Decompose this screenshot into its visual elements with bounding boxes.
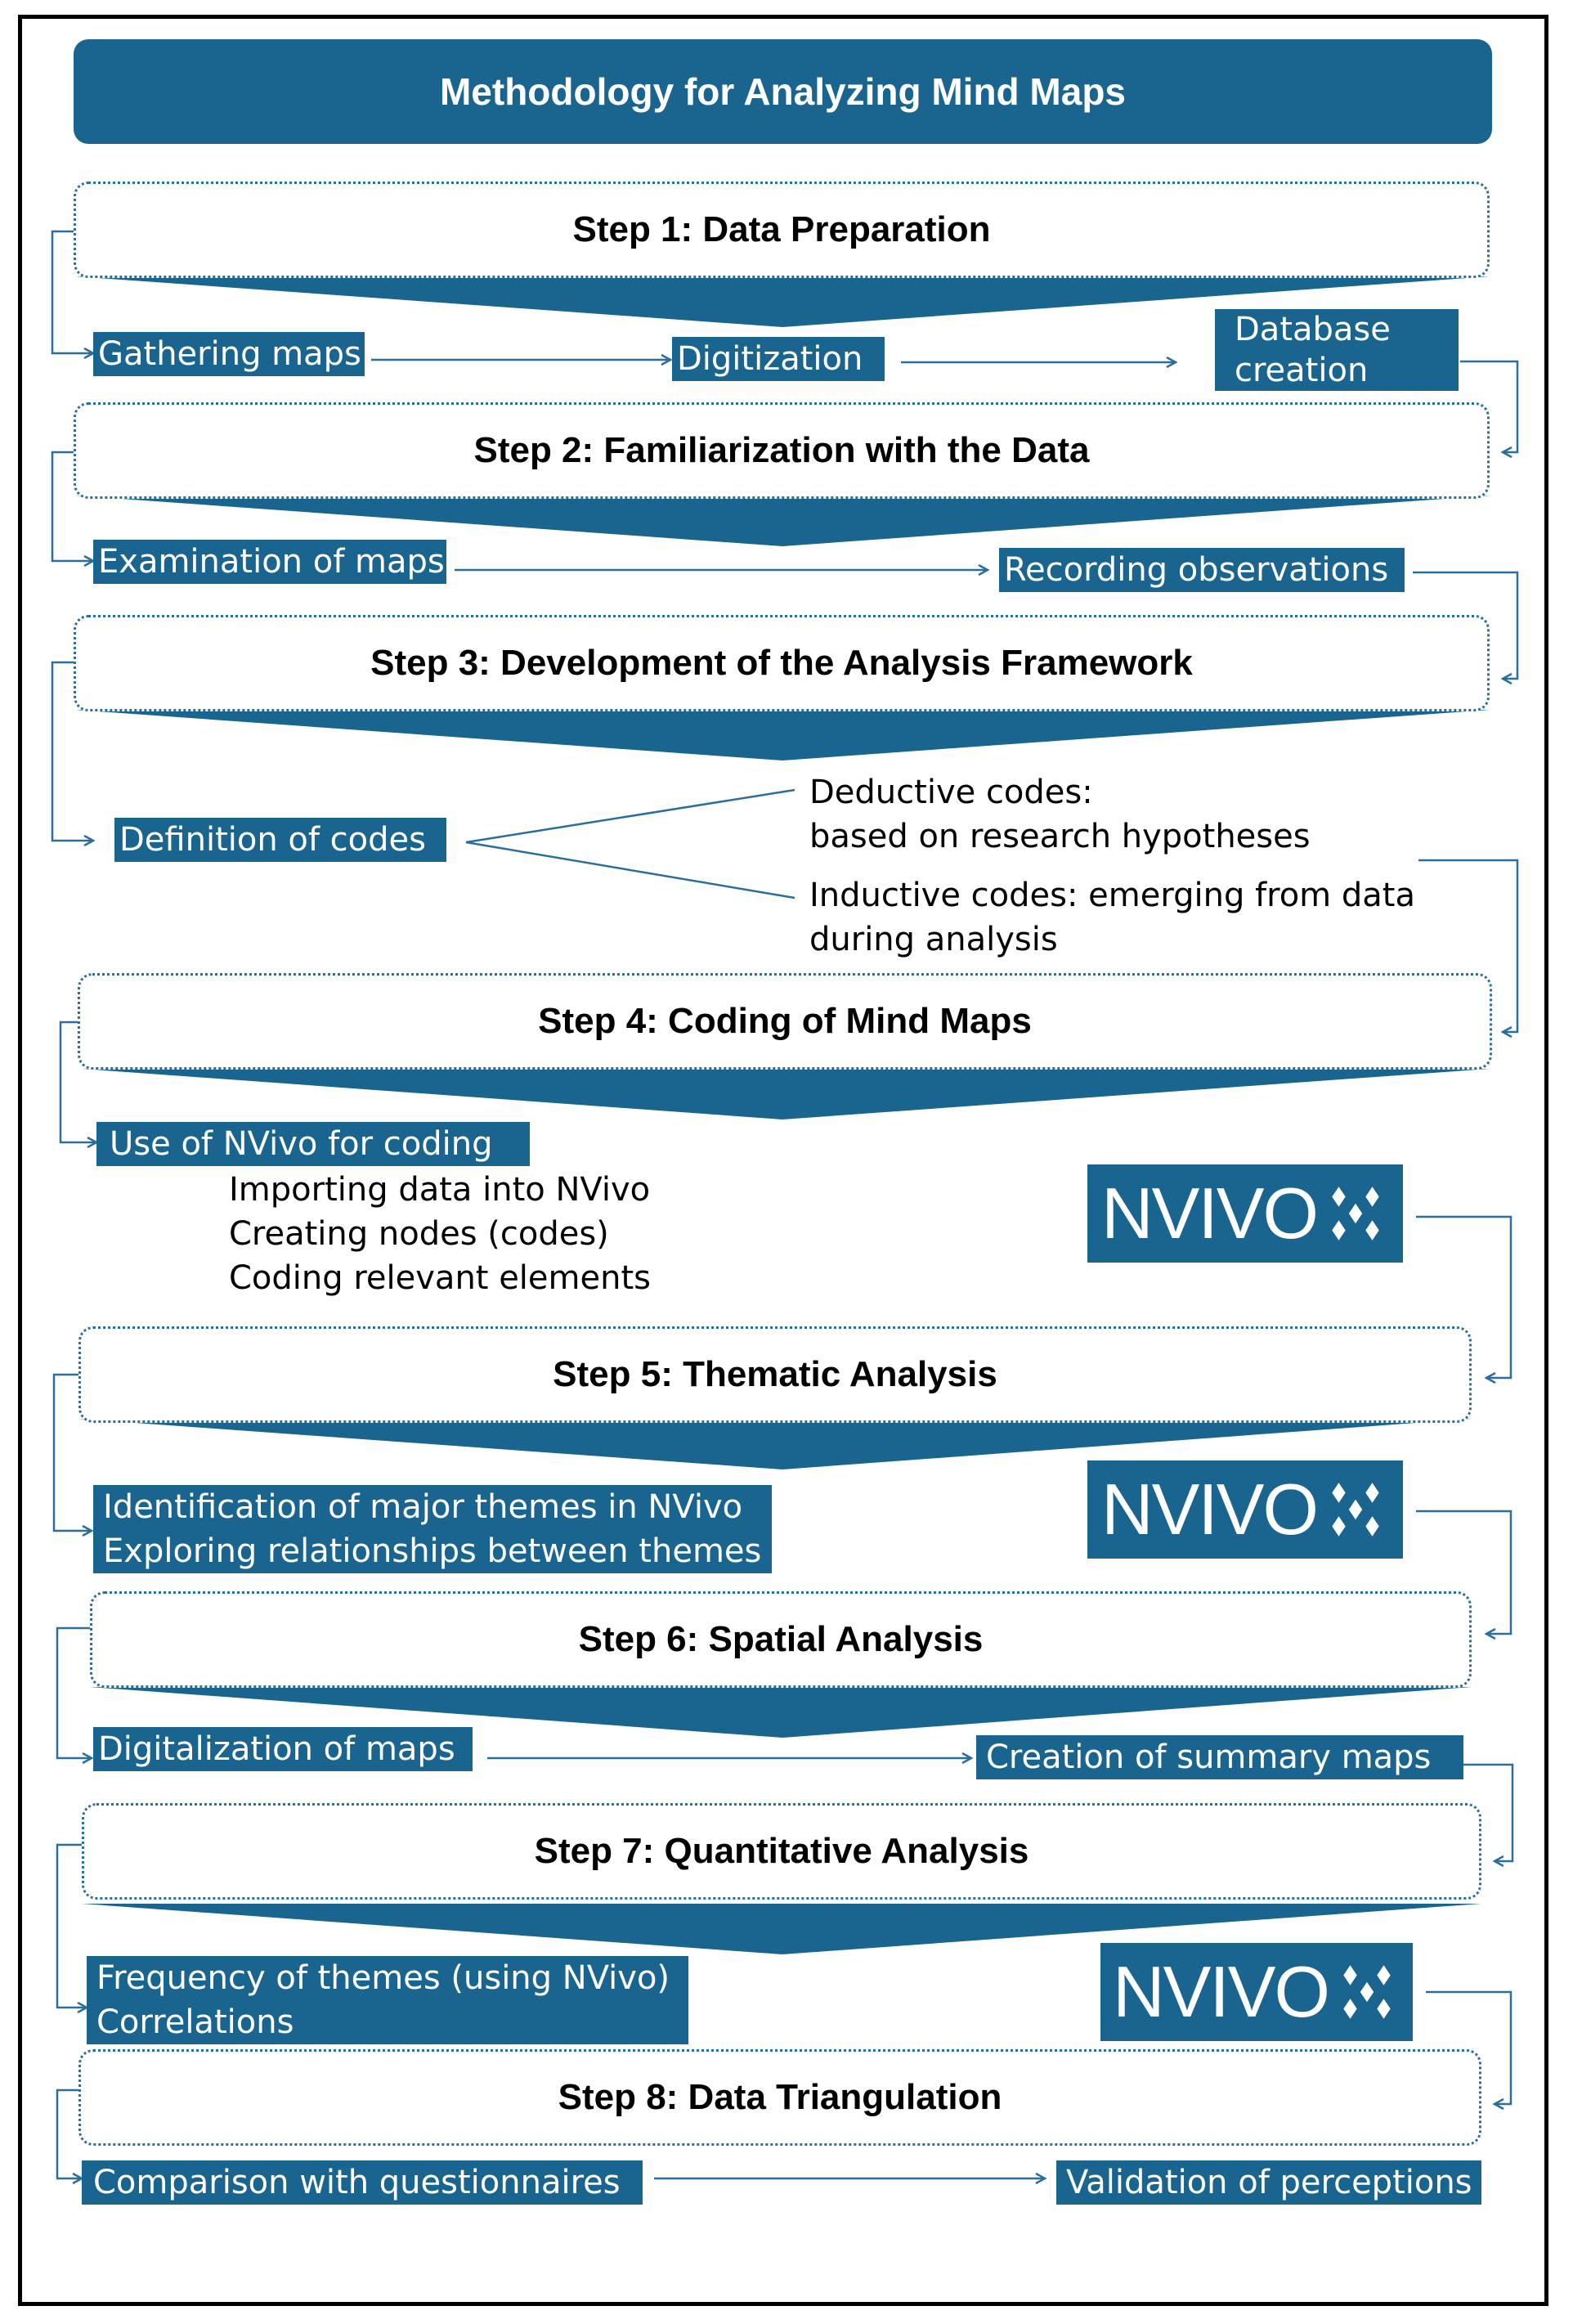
nvivo-diamond-cluster-icon [1322,1476,1389,1543]
database-creation-label [1215,309,1459,391]
step-1-box [74,182,1490,278]
funnel-step-3 [75,710,1490,760]
nvivo-subitem-1: Importing data into NVivo [229,1171,651,1209]
digitization-label: Digitization [672,337,885,381]
nvivo-logo-text-1: NVIVO [1101,1173,1317,1254]
nvivo-subitem-2: Creating nodes (codes) [229,1215,609,1253]
recording-observations-label: Recording observations [999,548,1405,592]
frequency-line-2: Correlations [96,2003,294,2041]
themes-line-1: Identification of major themes in NVivo [103,1488,743,1526]
nvivo-logo-text-3: NVIVO [1113,1951,1329,2032]
step-2-box [74,402,1490,499]
database-line-1: Database [1235,311,1391,348]
step-4-label: Step 4: Coding of Mind Maps [538,1001,1032,1041]
connector-step6-left [57,1628,92,1758]
nvivo-diamond-cluster-icon [1333,1958,1400,2026]
deductive-codes-line-2: based on research hypotheses [809,818,1311,855]
step-2-label: Step 2: Familiarization with the Data [473,430,1090,470]
themes-line-2: Exploring relationships between themes [103,1532,762,1570]
step-5-label: Step 5: Thematic Analysis [553,1354,997,1394]
nvivo-diamond-cluster-icon [1322,1180,1389,1247]
deductive-codes-line-1: Deductive codes: [809,774,1093,811]
gathering-maps-label: Gathering maps [93,332,365,376]
step-8-label: Step 8: Data Triangulation [558,2077,1002,2117]
nvivo-logo-3 [1100,1943,1413,2041]
nvivo-subitem-3: Coding relevant elements [229,1259,651,1297]
step-6-label: Step 6: Spatial Analysis [578,1619,984,1659]
nvivo-logo-1 [1087,1164,1403,1263]
step-8-box [78,2049,1481,2146]
fork-to-deductive [466,790,795,842]
frequency-line-1: Frequency of themes (using NVivo) [96,1959,670,1997]
examination-of-maps-label: Examination of maps [93,540,446,584]
funnel-step-4 [82,1069,1490,1119]
step-1-label: Step 1: Data Preparation [572,209,991,249]
database-line-2: creation [1235,352,1369,389]
step-3-label: Step 3: Development of the Analysis Framework [370,643,1193,683]
fork-to-inductive [466,842,795,898]
frequency-label [87,1956,688,2044]
inductive-codes-line-2: during analysis [809,921,1058,958]
nvivo-logo-2 [1087,1460,1403,1559]
summary-maps-label: Creation of summary maps [976,1735,1463,1779]
page-title: Methodology for Analyzing Mind Maps [74,39,1492,144]
step-3-box [74,615,1490,711]
nvivo-logo-text-2: NVIVO [1101,1469,1317,1550]
step-6-box [90,1591,1472,1688]
funnel-step-2 [75,496,1490,546]
step-7-box [82,1803,1481,1900]
definition-of-codes-label: Definition of codes [114,818,446,862]
themes-label [93,1485,772,1573]
step-5-box [78,1326,1472,1423]
inductive-codes-line-1: Inductive codes: emerging from data [809,877,1415,914]
use-of-nvivo-label: Use of NVivo for coding [96,1122,530,1166]
digitalization-of-maps-label: Digitalization of maps [93,1727,473,1771]
comparison-label: Comparison with questionnaires [82,2160,643,2205]
step-7-label: Step 7: Quantitative Analysis [534,1831,1029,1871]
step-4-box [78,973,1492,1070]
validation-label: Validation of perceptions [1056,2160,1481,2205]
